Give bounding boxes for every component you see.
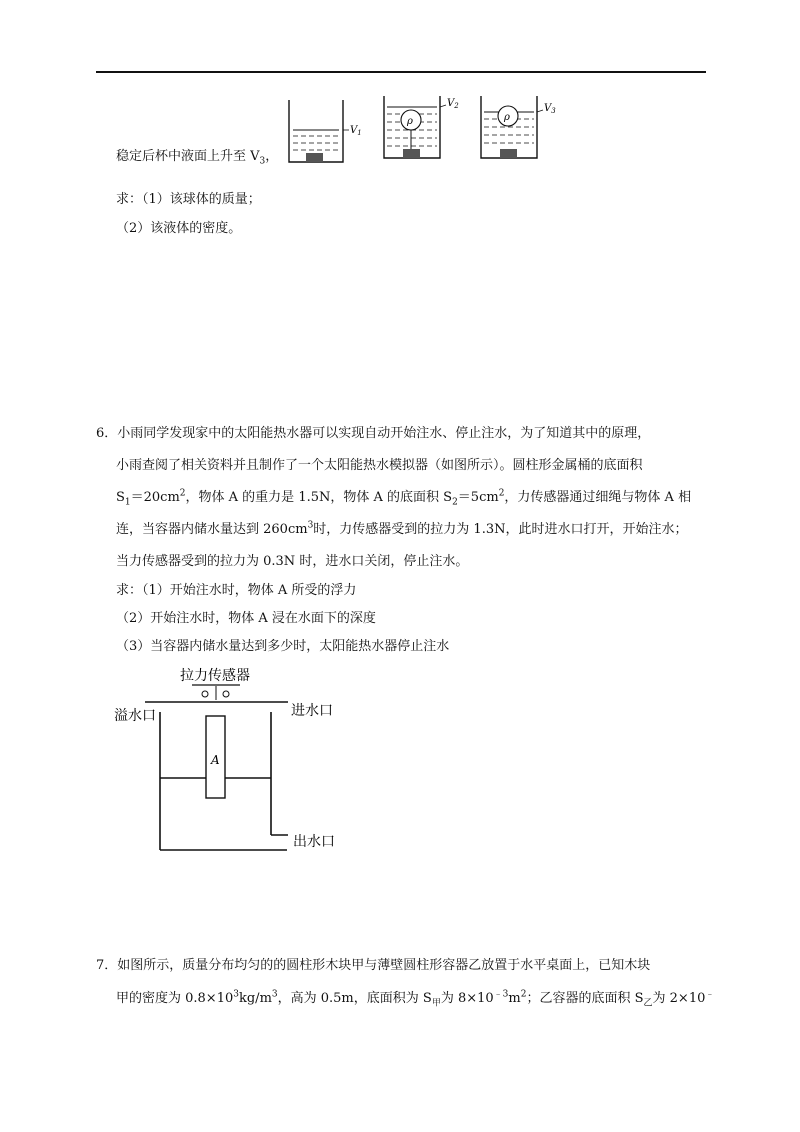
q5-ask-2: （2）该液体的密度。 xyxy=(116,221,242,236)
q7-line-1: 7．如图所示，质量分布均匀的的圆柱形木块甲与薄壁圆柱形容器乙放置于水平桌面上，已知木块 xyxy=(96,958,651,973)
overflow-label: 溢水口 xyxy=(114,708,156,724)
q6-ask-3: （3）当容器内储水量达到多少时，太阳能热水器停止注水 xyxy=(116,639,450,654)
q6-line-5: 当力传感器受到的拉力为 0.3N 时，进水口关闭，停止注水。 xyxy=(116,554,469,569)
q6-line-4: 连，当容器内储水量达到 $260cm^3$时，力传感器受到的拉力为 1.3N，此时进水口打开，开始注水； xyxy=(116,520,688,537)
q6-line-3: $S_1=20cm^2$，物体 A 的重力是 1.5N，物体 A 的底面积 $S_2=5cm^2$，力传感器通过细绳与物体 A 相 xyxy=(116,488,692,508)
inlet-label: 进水口 xyxy=(291,703,333,719)
sensor-label: 拉力传感器 xyxy=(180,668,250,684)
v1-label: $V_1$ xyxy=(350,125,362,137)
beaker-2 xyxy=(384,96,459,158)
q6-line-2: 小雨查阅了相关资料并且制作了一个太阳能热水模拟器（如图所示）。圆柱形金属桶的底面积 xyxy=(116,458,643,473)
q5-ask-1: 求：（1）该球体的质量； xyxy=(116,192,261,207)
q6-line-1: 6．小雨同学发现家中的太阳能热水器可以实现自动开始注水、停止注水，为了知道其中的原理， xyxy=(96,426,651,441)
outlet-label: 出水口 xyxy=(293,834,335,850)
block-a-label: A xyxy=(211,753,220,767)
v3-label: $V_3$ xyxy=(544,103,556,115)
q7-line-2: 甲的密度为 $0.8\times 10^3kg/m^3$，高为 0.5m，底面积为 $S_甲$为 $8\times 10^{﹣3}m^2$；乙容器的底面积 $S_乙$为 2×10﹣ xyxy=(116,989,715,1009)
svg-text:ρ: ρ xyxy=(504,112,510,123)
v2-label: $V_2$ xyxy=(447,98,459,110)
q6-solar-tank-figure xyxy=(110,664,360,856)
q5-lead-text: 稳定后杯中液面上升至 $V_3$， xyxy=(116,149,279,167)
beaker-3 xyxy=(481,96,556,158)
q6-ask-1: 求：（1）开始注水时，物体 A 所受的浮力 xyxy=(116,583,357,598)
header-rule xyxy=(96,71,706,73)
svg-text:ρ: ρ xyxy=(407,116,413,127)
beaker-1 xyxy=(289,100,362,162)
q5-beakers-figure xyxy=(283,92,573,168)
q6-ask-2: （2）开始注水时，物体 A 浸在水面下的深度 xyxy=(116,611,376,626)
